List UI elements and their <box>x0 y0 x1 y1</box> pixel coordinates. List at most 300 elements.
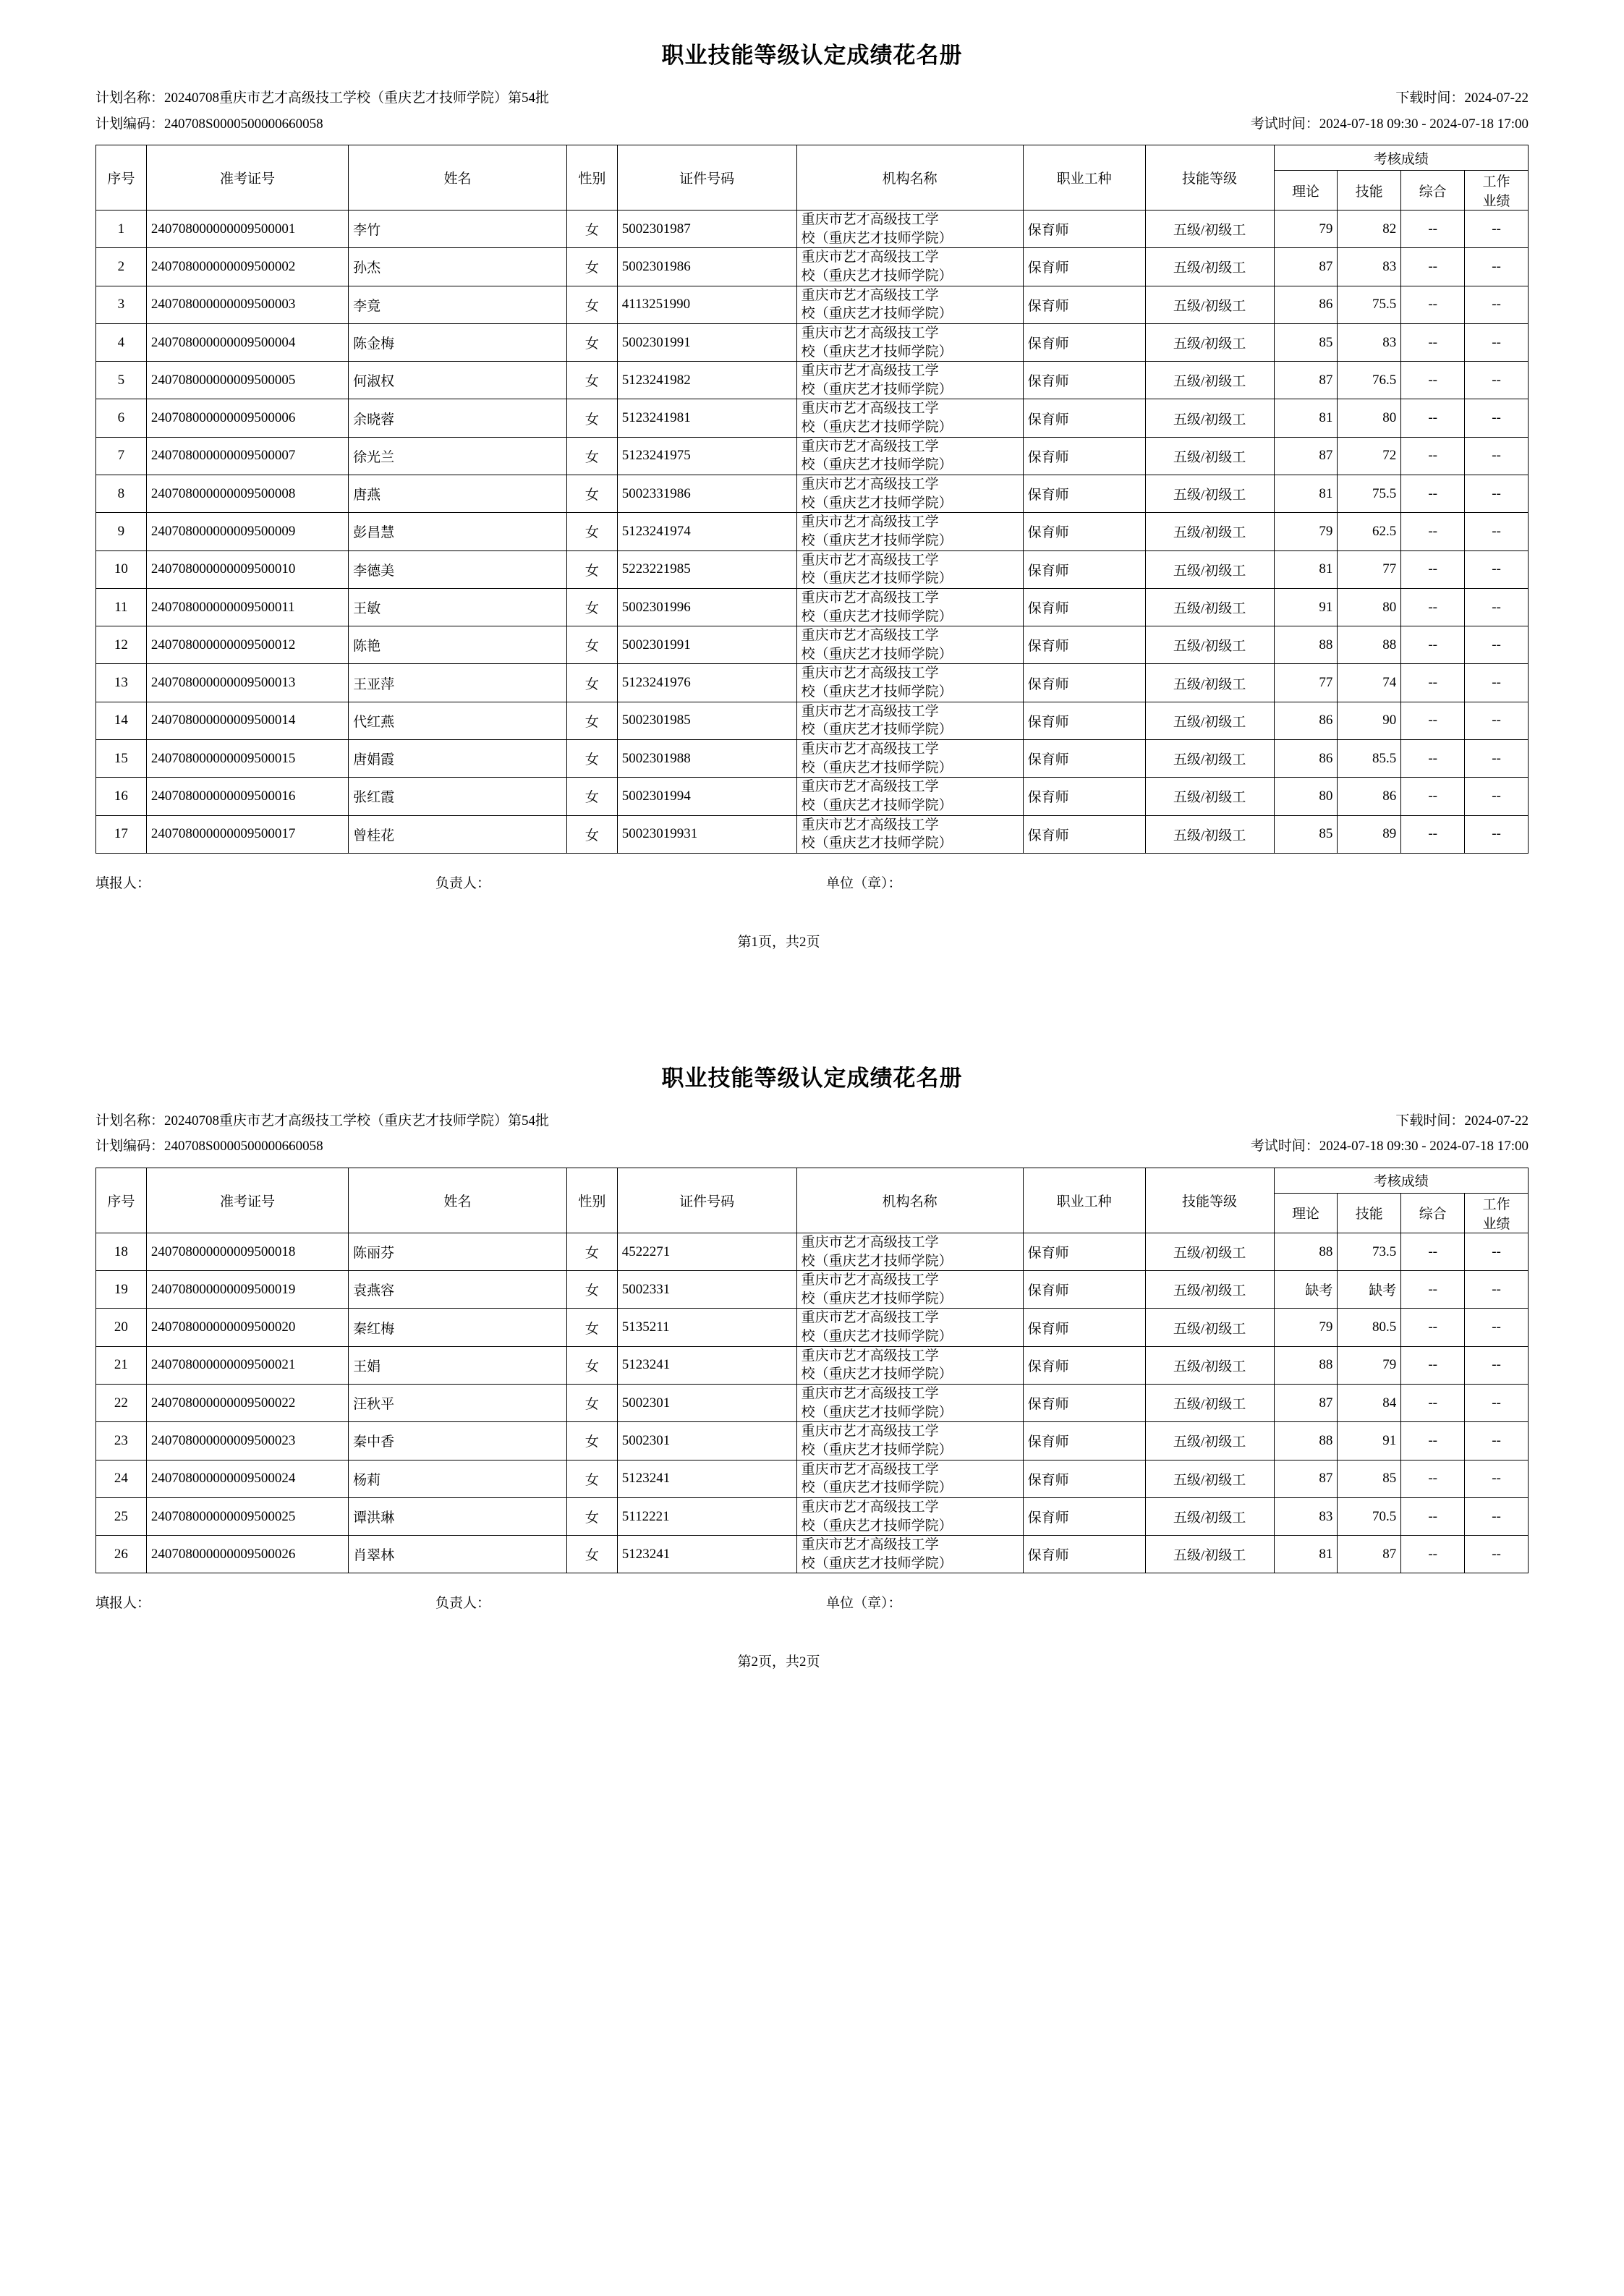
cell-seq: 8 <box>96 475 147 513</box>
cell-ticket: 240708000000009500018 <box>146 1233 348 1270</box>
col-header-theory-2: 理论 <box>1274 1193 1338 1233</box>
cell-comprehensive-score: -- <box>1401 778 1465 815</box>
cell-seq: 25 <box>96 1497 147 1535</box>
col-header-id-no: 证件号码 <box>617 145 796 211</box>
table-row <box>96 248 1529 286</box>
cell-org-line1: 重庆市艺才高级技工学 <box>801 514 939 530</box>
cell-comprehensive-score: -- <box>1401 362 1465 399</box>
cell-work-perf-score: -- <box>1465 1233 1529 1270</box>
plan-name-value-2: 20240708重庆市艺才高级技工学校（重庆艺才技师学院）第54批 <box>164 1113 550 1129</box>
cell-work-perf-score: -- <box>1465 1536 1529 1573</box>
cell-work-perf-score: -- <box>1465 626 1529 664</box>
cell-ticket: 240708000000009500003 <box>146 286 348 323</box>
col-header-org: 机构名称 <box>796 145 1023 211</box>
cell-level: 五级/初级工 <box>1145 1536 1274 1573</box>
cell-skill-score: 缺考 <box>1338 1271 1401 1309</box>
cell-name: 谭洪琳 <box>349 1497 567 1535</box>
cell-theory-score: 79 <box>1274 1309 1338 1346</box>
cell-org-line2: 校（重庆艺才技师学院） <box>801 1366 953 1382</box>
score-roster-table-page-1 <box>95 145 1529 854</box>
cell-ticket: 240708000000009500007 <box>146 437 348 475</box>
cell-level: 五级/初级工 <box>1145 664 1274 702</box>
cell-ticket: 240708000000009500006 <box>146 399 348 437</box>
cell-theory-score: 81 <box>1274 475 1338 513</box>
cell-skill-score: 70.5 <box>1338 1497 1401 1535</box>
cell-comprehensive-score: -- <box>1401 1385 1465 1422</box>
cell-org-line2: 校（重庆艺才技师学院） <box>801 1404 953 1420</box>
cell-org-line2: 校（重庆艺才技师学院） <box>801 608 953 624</box>
cell-seq: 21 <box>96 1346 147 1384</box>
col-header-work-perf-2 <box>1465 1193 1529 1233</box>
cell-gender: 女 <box>566 1346 617 1384</box>
table-row <box>96 626 1529 664</box>
cell-comprehensive-score: -- <box>1401 1233 1465 1270</box>
cell-seq: 12 <box>96 626 147 664</box>
cell-gender: 女 <box>566 664 617 702</box>
table-row <box>96 323 1529 361</box>
exam-time-label: 考试时间： <box>1250 116 1319 132</box>
cell-org <box>796 248 1023 286</box>
plan-code-value-2: 240708S0000500000660058 <box>164 1139 323 1155</box>
cell-comprehensive-score: -- <box>1401 475 1465 513</box>
cell-org-line2: 校（重庆艺才技师学院） <box>801 797 953 813</box>
cell-org <box>796 211 1023 248</box>
cell-skill-score: 83 <box>1338 323 1401 361</box>
table-row <box>96 437 1529 475</box>
cell-seq: 14 <box>96 702 147 739</box>
table-body-2 <box>96 1233 1529 1573</box>
cell-id-no: 5002301986 <box>617 248 796 286</box>
cell-seq: 23 <box>96 1422 147 1460</box>
cell-level: 五级/初级工 <box>1145 1385 1274 1422</box>
cell-comprehensive-score: -- <box>1401 1536 1465 1573</box>
cell-org-line2: 校（重庆艺才技师学院） <box>801 1518 953 1534</box>
meta-row-plan-name-2 <box>95 1110 1529 1131</box>
cell-org-line1: 重庆市艺才高级技工学 <box>801 552 939 568</box>
cell-skill-score: 83 <box>1338 248 1401 286</box>
cell-job: 保育师 <box>1023 1309 1145 1346</box>
cell-skill-score: 86 <box>1338 778 1401 815</box>
cell-work-perf-score: -- <box>1465 475 1529 513</box>
cell-skill-score: 79 <box>1338 1346 1401 1384</box>
col-header-name-2: 姓名 <box>349 1168 567 1233</box>
cell-work-perf-score: -- <box>1465 1460 1529 1497</box>
cell-org <box>796 1271 1023 1309</box>
cell-skill-score: 82 <box>1338 211 1401 248</box>
col-header-skill: 技能 <box>1338 171 1401 211</box>
table-row <box>96 211 1529 248</box>
cell-work-perf-score: -- <box>1465 815 1529 853</box>
cell-comprehensive-score: -- <box>1401 323 1465 361</box>
col-header-id-no-2: 证件号码 <box>617 1168 796 1233</box>
cell-gender: 女 <box>566 1309 617 1346</box>
cell-skill-score: 62.5 <box>1338 513 1401 550</box>
cell-job: 保育师 <box>1023 323 1145 361</box>
cell-level: 五级/初级工 <box>1145 1460 1274 1497</box>
cell-org-line2: 校（重庆艺才技师学院） <box>801 420 953 435</box>
cell-job: 保育师 <box>1023 286 1145 323</box>
cell-name: 陈艳 <box>349 626 567 664</box>
cell-org <box>796 626 1023 664</box>
cell-comprehensive-score: -- <box>1401 815 1465 853</box>
cell-work-perf-score: -- <box>1465 513 1529 550</box>
cell-work-perf-score: -- <box>1465 1497 1529 1535</box>
cell-level: 五级/初级工 <box>1145 1422 1274 1460</box>
cell-gender: 女 <box>566 399 617 437</box>
cell-org <box>796 323 1023 361</box>
cell-org <box>796 664 1023 702</box>
cell-name: 唐燕 <box>349 475 567 513</box>
cell-level: 五级/初级工 <box>1145 626 1274 664</box>
col-header-job-2: 职业工种 <box>1023 1168 1145 1233</box>
cell-seq: 3 <box>96 286 147 323</box>
cell-org-line1: 重庆市艺才高级技工学 <box>801 590 939 605</box>
document-page-2 <box>0 1011 1624 1671</box>
responsible-label-2: 负责人： <box>435 1596 491 1612</box>
cell-theory-score: 79 <box>1274 211 1338 248</box>
cell-job: 保育师 <box>1023 211 1145 248</box>
cell-seq: 19 <box>96 1271 147 1309</box>
table-row <box>96 778 1529 815</box>
cell-comprehensive-score: -- <box>1401 211 1465 248</box>
cell-name: 何淑权 <box>349 362 567 399</box>
col-header-comprehensive-2: 综合 <box>1401 1193 1465 1233</box>
cell-name: 彭昌慧 <box>349 513 567 550</box>
cell-skill-score: 77 <box>1338 550 1401 588</box>
responsible-label: 负责人： <box>435 875 491 891</box>
plan-name-label: 计划名称： <box>95 90 165 106</box>
table-row <box>96 513 1529 550</box>
cell-org <box>796 286 1023 323</box>
cell-ticket: 240708000000009500022 <box>146 1385 348 1422</box>
table-row <box>96 362 1529 399</box>
cell-org-line2: 校（重庆艺才技师学院） <box>801 457 953 473</box>
cell-ticket: 240708000000009500004 <box>146 323 348 361</box>
cell-level: 五级/初级工 <box>1145 323 1274 361</box>
cell-name: 余晓蓉 <box>349 399 567 437</box>
col-header-level: 技能等级 <box>1145 145 1274 211</box>
cell-level: 五级/初级工 <box>1145 1346 1274 1384</box>
cell-org <box>796 475 1023 513</box>
cell-org-line1: 重庆市艺才高级技工学 <box>801 1424 939 1440</box>
cell-gender: 女 <box>566 1460 617 1497</box>
cell-gender: 女 <box>566 815 617 853</box>
unit-seal-label-2: 单位（章）： <box>826 1596 902 1612</box>
cell-id-no: 5123241 <box>617 1460 796 1497</box>
cell-org-line1: 重庆市艺才高级技工学 <box>801 1348 939 1364</box>
cell-ticket: 240708000000009500017 <box>146 815 348 853</box>
cell-org-line1: 重庆市艺才高级技工学 <box>801 1499 939 1515</box>
cell-theory-score: 86 <box>1274 740 1338 778</box>
cell-theory-score: 79 <box>1274 513 1338 550</box>
cell-level: 五级/初级工 <box>1145 1271 1274 1309</box>
cell-skill-score: 73.5 <box>1338 1233 1401 1270</box>
cell-gender: 女 <box>566 1536 617 1573</box>
col-header-ticket-2: 准考证号 <box>146 1168 348 1233</box>
cell-org-line2: 校（重庆艺才技师学院） <box>801 230 953 246</box>
cell-ticket: 240708000000009500015 <box>146 740 348 778</box>
cell-org-line2: 校（重庆艺才技师学院） <box>801 344 953 360</box>
exam-time-value-2: 2024-07-18 09:30 - 2024-07-18 17:00 <box>1319 1139 1529 1155</box>
cell-ticket: 240708000000009500008 <box>146 475 348 513</box>
cell-ticket: 240708000000009500019 <box>146 1271 348 1309</box>
cell-org-line2: 校（重庆艺才技师学院） <box>801 571 953 587</box>
cell-org-line2: 校（重庆艺才技师学院） <box>801 1253 953 1269</box>
download-time-2 <box>1395 1110 1529 1131</box>
cell-org <box>796 437 1023 475</box>
cell-level: 五级/初级工 <box>1145 740 1274 778</box>
cell-name: 杨莉 <box>349 1460 567 1497</box>
cell-job: 保育师 <box>1023 1460 1145 1497</box>
cell-org <box>796 362 1023 399</box>
cell-theory-score: 85 <box>1274 815 1338 853</box>
cell-org <box>796 513 1023 550</box>
cell-skill-score: 80.5 <box>1338 1309 1401 1346</box>
cell-skill-score: 75.5 <box>1338 475 1401 513</box>
cell-org <box>796 1422 1023 1460</box>
cell-gender: 女 <box>566 475 617 513</box>
cell-name: 王亚萍 <box>349 664 567 702</box>
cell-work-perf-score: -- <box>1465 399 1529 437</box>
plan-code-value: 240708S0000500000660058 <box>164 116 323 132</box>
table-row <box>96 1385 1529 1422</box>
cell-gender: 女 <box>566 1422 617 1460</box>
cell-comprehensive-score: -- <box>1401 702 1465 739</box>
unit-seal-label: 单位（章）： <box>826 875 902 891</box>
cell-name: 秦红梅 <box>349 1309 567 1346</box>
cell-job: 保育师 <box>1023 1497 1145 1535</box>
cell-name: 秦中香 <box>349 1422 567 1460</box>
cell-org-line1: 重庆市艺才高级技工学 <box>801 363 939 379</box>
plan-name <box>95 88 549 109</box>
cell-gender: 女 <box>566 778 617 815</box>
cell-skill-score: 74 <box>1338 664 1401 702</box>
cell-job: 保育师 <box>1023 588 1145 626</box>
cell-id-no: 5002331986 <box>617 475 796 513</box>
cell-theory-score: 81 <box>1274 1536 1338 1573</box>
cell-seq: 11 <box>96 588 147 626</box>
cell-job: 保育师 <box>1023 1233 1145 1270</box>
col-header-theory: 理论 <box>1274 171 1338 211</box>
cell-theory-score: 80 <box>1274 778 1338 815</box>
cell-comprehensive-score: -- <box>1401 1497 1465 1535</box>
cell-theory-score: 87 <box>1274 1460 1338 1497</box>
cell-name: 袁燕容 <box>349 1271 567 1309</box>
cell-level: 五级/初级工 <box>1145 588 1274 626</box>
cell-id-no: 5002331 <box>617 1271 796 1309</box>
cell-org-line1: 重庆市艺才高级技工学 <box>801 477 939 493</box>
cell-job: 保育师 <box>1023 437 1145 475</box>
cell-skill-score: 80 <box>1338 399 1401 437</box>
table-row <box>96 1346 1529 1384</box>
plan-name-label-2: 计划名称： <box>95 1113 165 1129</box>
cell-ticket: 240708000000009500005 <box>146 362 348 399</box>
cell-comprehensive-score: -- <box>1401 1422 1465 1460</box>
cell-theory-score: 缺考 <box>1274 1271 1338 1309</box>
cell-name: 孙杰 <box>349 248 567 286</box>
page-number-2: 第2页，共2页 <box>737 1654 820 1670</box>
cell-level: 五级/初级工 <box>1145 1309 1274 1346</box>
cell-gender: 女 <box>566 323 617 361</box>
cell-seq: 4 <box>96 323 147 361</box>
cell-org-line1: 重庆市艺才高级技工学 <box>801 703 939 719</box>
cell-gender: 女 <box>566 588 617 626</box>
cell-work-perf-score: -- <box>1465 437 1529 475</box>
cell-theory-score: 81 <box>1274 550 1338 588</box>
cell-work-perf-score: -- <box>1465 323 1529 361</box>
cell-job: 保育师 <box>1023 626 1145 664</box>
table-header-row-1-page2 <box>96 1168 1529 1193</box>
cell-gender: 女 <box>566 1385 617 1422</box>
cell-org-line1: 重庆市艺才高级技工学 <box>801 1537 939 1553</box>
cell-job: 保育师 <box>1023 550 1145 588</box>
cell-ticket: 240708000000009500023 <box>146 1422 348 1460</box>
cell-org <box>796 1346 1023 1384</box>
plan-code-label-2: 计划编码： <box>95 1139 165 1155</box>
cell-ticket: 240708000000009500001 <box>146 211 348 248</box>
cell-comprehensive-score: -- <box>1401 437 1465 475</box>
cell-seq: 24 <box>96 1460 147 1497</box>
col-header-work-perf-line1: 工作 <box>1482 174 1510 190</box>
cell-name: 徐光兰 <box>349 437 567 475</box>
cell-level: 五级/初级工 <box>1145 286 1274 323</box>
signature-row <box>95 872 1529 892</box>
cell-level: 五级/初级工 <box>1145 211 1274 248</box>
plan-name-2 <box>95 1110 549 1131</box>
exam-time <box>1251 114 1529 135</box>
cell-ticket: 240708000000009500011 <box>146 588 348 626</box>
cell-name: 李竹 <box>349 211 567 248</box>
meta-row-plan-code <box>95 114 1529 135</box>
cell-name: 唐娟霞 <box>349 740 567 778</box>
cell-name: 王娟 <box>349 1346 567 1384</box>
cell-id-no: 5002301985 <box>617 702 796 739</box>
cell-work-perf-score: -- <box>1465 1346 1529 1384</box>
cell-name: 代红燕 <box>349 702 567 739</box>
table-row <box>96 1309 1529 1346</box>
cell-work-perf-score: -- <box>1465 778 1529 815</box>
cell-job: 保育师 <box>1023 702 1145 739</box>
page-title-2: 职业技能等级认定成绩花名册 <box>661 1065 963 1091</box>
table-row <box>96 399 1529 437</box>
cell-org-line1: 重庆市艺才高级技工学 <box>801 817 939 833</box>
col-header-name: 姓名 <box>349 145 567 211</box>
download-time-label: 下载时间： <box>1395 90 1465 106</box>
col-header-gender: 性别 <box>566 145 617 211</box>
cell-seq: 17 <box>96 815 147 853</box>
cell-theory-score: 88 <box>1274 626 1338 664</box>
table-row <box>96 475 1529 513</box>
cell-name: 曾桂花 <box>349 815 567 853</box>
cell-skill-score: 89 <box>1338 815 1401 853</box>
cell-work-perf-score: -- <box>1465 702 1529 739</box>
cell-job: 保育师 <box>1023 740 1145 778</box>
plan-code-label: 计划编码： <box>95 116 165 132</box>
cell-ticket: 240708000000009500025 <box>146 1497 348 1535</box>
cell-comprehensive-score: -- <box>1401 1346 1465 1384</box>
cell-level: 五级/初级工 <box>1145 399 1274 437</box>
cell-comprehensive-score: -- <box>1401 550 1465 588</box>
col-header-score-group-2: 考核成绩 <box>1274 1168 1528 1193</box>
cell-org-line2: 校（重庆艺才技师学院） <box>801 268 953 284</box>
cell-org <box>796 815 1023 853</box>
cell-org-line1: 重庆市艺才高级技工学 <box>801 779 939 795</box>
cell-id-no: 5123241 <box>617 1536 796 1573</box>
cell-comprehensive-score: -- <box>1401 664 1465 702</box>
cell-name: 李德美 <box>349 550 567 588</box>
table-row <box>96 550 1529 588</box>
cell-org-line2: 校（重庆艺才技师学院） <box>801 495 953 511</box>
col-header-job: 职业工种 <box>1023 145 1145 211</box>
cell-theory-score: 87 <box>1274 1385 1338 1422</box>
cell-job: 保育师 <box>1023 1271 1145 1309</box>
cell-seq: 22 <box>96 1385 147 1422</box>
cell-id-no: 5123241975 <box>617 437 796 475</box>
table-row <box>96 1233 1529 1270</box>
cell-job: 保育师 <box>1023 1385 1145 1422</box>
cell-work-perf-score: -- <box>1465 1271 1529 1309</box>
cell-skill-score: 72 <box>1338 437 1401 475</box>
table-header-row-1 <box>96 145 1529 171</box>
score-roster-table-page-2 <box>95 1168 1529 1574</box>
cell-org-line1: 重庆市艺才高级技工学 <box>801 666 939 681</box>
cell-comprehensive-score: -- <box>1401 513 1465 550</box>
cell-org <box>796 1460 1023 1497</box>
cell-seq: 20 <box>96 1309 147 1346</box>
cell-ticket: 240708000000009500014 <box>146 702 348 739</box>
cell-work-perf-score: -- <box>1465 664 1529 702</box>
cell-level: 五级/初级工 <box>1145 1233 1274 1270</box>
cell-org-line1: 重庆市艺才高级技工学 <box>801 1272 939 1288</box>
cell-level: 五级/初级工 <box>1145 1497 1274 1535</box>
table-row <box>96 702 1529 739</box>
cell-level: 五级/初级工 <box>1145 778 1274 815</box>
cell-org-line1: 重庆市艺才高级技工学 <box>801 212 939 228</box>
cell-org <box>796 740 1023 778</box>
exam-time-label-2: 考试时间： <box>1250 1139 1319 1155</box>
cell-seq: 26 <box>96 1536 147 1573</box>
cell-id-no: 4113251990 <box>617 286 796 323</box>
cell-org-line2: 校（重庆艺才技师学院） <box>801 306 953 322</box>
cell-work-perf-score: -- <box>1465 1309 1529 1346</box>
page-number-1: 第1页，共2页 <box>737 934 820 950</box>
cell-org-line1: 重庆市艺才高级技工学 <box>801 438 939 454</box>
page-separator <box>0 951 1624 1011</box>
cell-org-line2: 校（重庆艺才技师学院） <box>801 760 953 775</box>
table-body <box>96 211 1529 854</box>
exam-time-2 <box>1251 1136 1529 1157</box>
cell-comprehensive-score: -- <box>1401 626 1465 664</box>
cell-id-no: 5002301 <box>617 1422 796 1460</box>
cell-job: 保育师 <box>1023 815 1145 853</box>
cell-theory-score: 87 <box>1274 437 1338 475</box>
document-page-1 <box>0 0 1624 951</box>
meta-row-plan-code-2 <box>95 1136 1529 1157</box>
col-header-score-group: 考核成绩 <box>1274 145 1528 171</box>
reporter-label: 填报人： <box>95 875 151 891</box>
cell-org-line2: 校（重庆艺才技师学院） <box>801 381 953 397</box>
table-row <box>96 286 1529 323</box>
page-title: 职业技能等级认定成绩花名册 <box>661 43 963 68</box>
table-head-2 <box>96 1168 1529 1233</box>
cell-work-perf-score: -- <box>1465 740 1529 778</box>
cell-skill-score: 90 <box>1338 702 1401 739</box>
col-header-gender-2: 性别 <box>566 1168 617 1233</box>
cell-org <box>796 1233 1023 1270</box>
cell-org-line2: 校（重庆艺才技师学院） <box>801 722 953 738</box>
col-header-level-2: 技能等级 <box>1145 1168 1274 1233</box>
cell-org-line1: 重庆市艺才高级技工学 <box>801 325 939 341</box>
